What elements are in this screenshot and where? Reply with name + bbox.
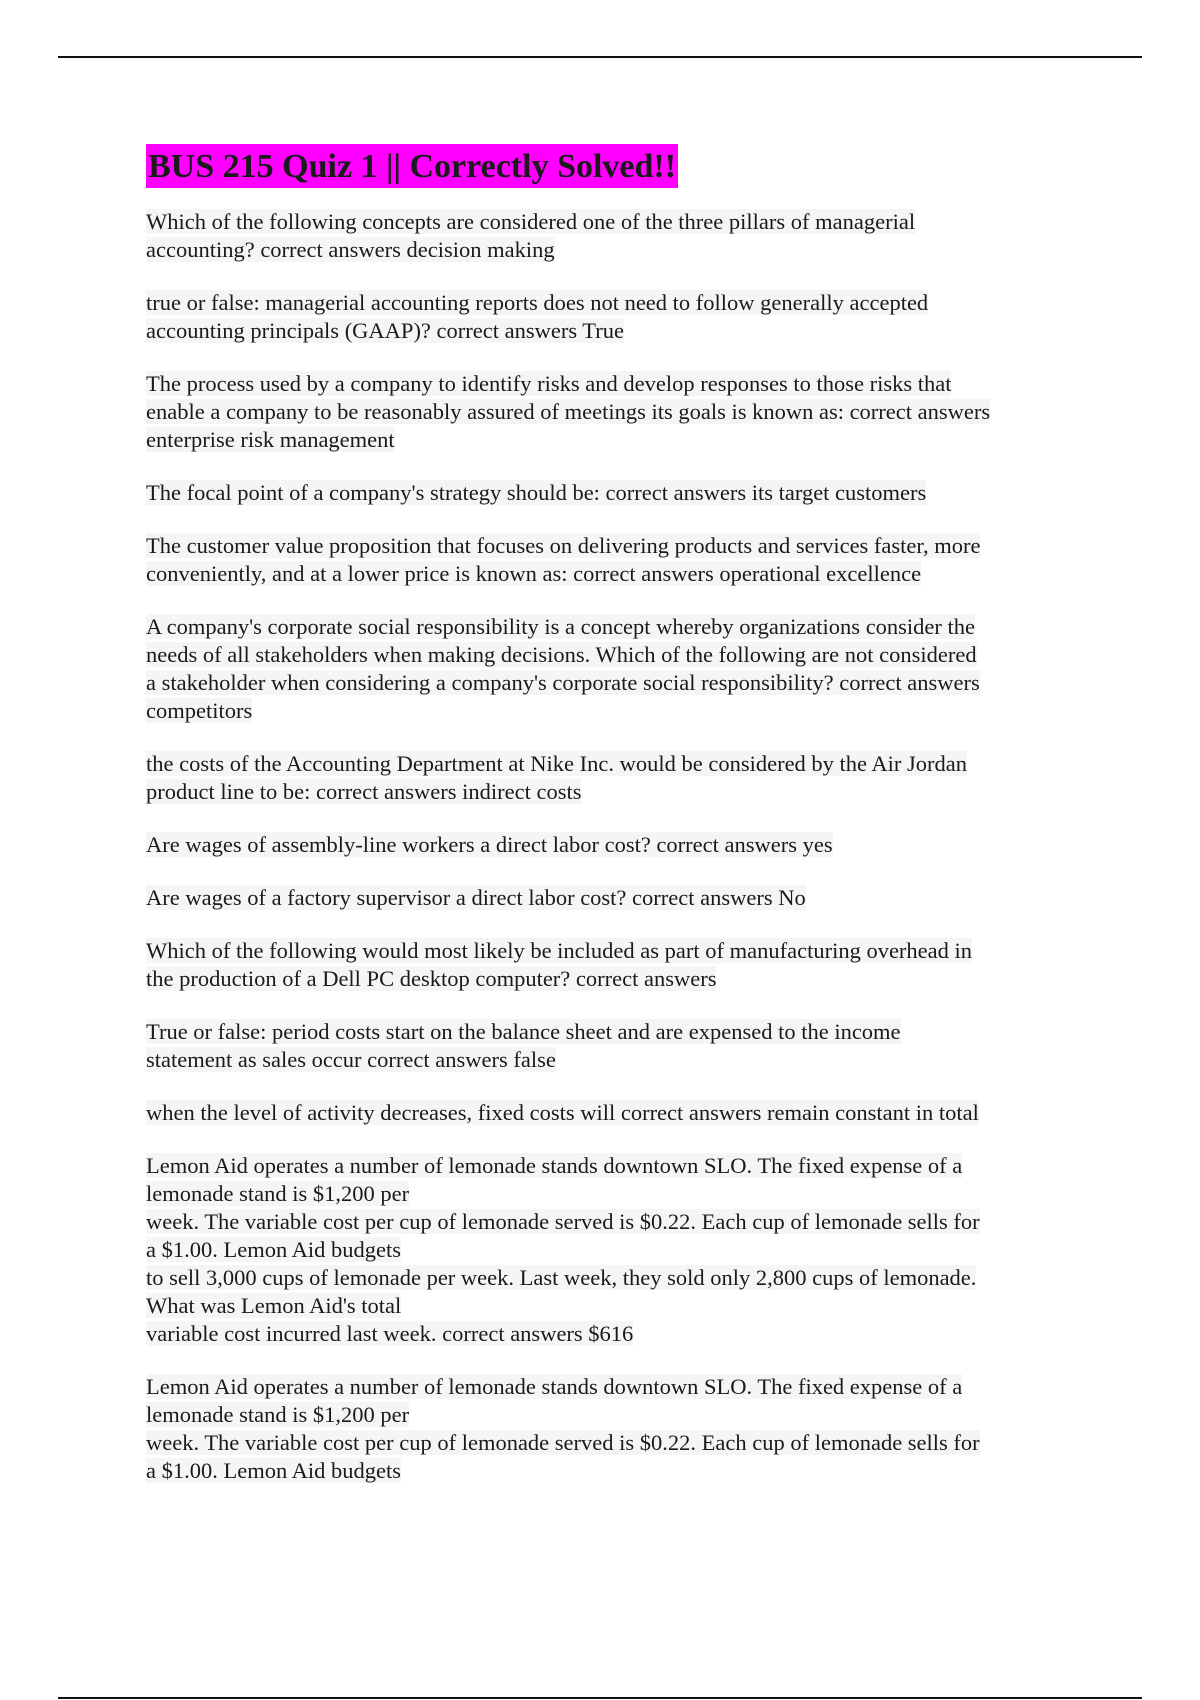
qa-line: to sell 3,000 cups of lemonade per week. Last week, they sold only 2,800 cups of lemonade. (146, 1265, 977, 1290)
qa-line: The process used by a company to identify risks and develop responses to those risks that (146, 371, 952, 396)
qa-line: What was Lemon Aid's total (146, 1293, 402, 1318)
qa-item (146, 937, 1066, 993)
qa-line: The customer value proposition that focuses on delivering products and services faster, more (146, 533, 981, 558)
bottom-rule (58, 1697, 1142, 1699)
qa-line: competitors (146, 698, 253, 723)
document-body (146, 144, 1066, 1510)
qa-line: Lemon Aid operates a number of lemonade stands downtown SLO. The fixed expense of a (146, 1153, 963, 1178)
qa-line: accounting principals (GAAP)? correct answers True (146, 318, 624, 343)
qa-item (146, 1018, 1066, 1074)
document-title: BUS 215 Quiz 1 || Correctly Solved!! (146, 144, 678, 188)
qa-line: the production of a Dell PC desktop computer? correct answers (146, 966, 717, 991)
qa-item (146, 884, 1066, 912)
qa-item (146, 613, 1066, 725)
qa-line: variable cost incurred last week. correct answers $616 (146, 1321, 634, 1346)
qa-line: lemonade stand is $1,200 per (146, 1181, 410, 1206)
qa-item (146, 750, 1066, 806)
qa-item (146, 289, 1066, 345)
qa-item (146, 1373, 1066, 1485)
qa-line: needs of all stakeholders when making decisions. Which of the following are not considered (146, 642, 977, 667)
qa-item (146, 532, 1066, 588)
qa-line: enterprise risk management (146, 427, 395, 452)
qa-line: Are wages of assembly-line workers a direct labor cost? correct answers yes (146, 832, 833, 857)
qa-line: week. The variable cost per cup of lemonade served is $0.22. Each cup of lemonade sells for (146, 1209, 980, 1234)
qa-line: Which of the following would most likely be included as part of manufacturing overhead in (146, 938, 973, 963)
qa-line: A company's corporate social responsibility is a concept whereby organizations consider the (146, 614, 976, 639)
qa-line: enable a company to be reasonably assured of meetings its goals is known as: correct answers (146, 399, 991, 424)
top-rule (58, 56, 1142, 58)
qa-line: week. The variable cost per cup of lemonade served is $0.22. Each cup of lemonade sells for (146, 1430, 980, 1455)
qa-line: Which of the following concepts are considered one of the three pillars of managerial (146, 209, 916, 234)
qa-line: accounting? correct answers decision making (146, 237, 555, 262)
qa-item (146, 1099, 1066, 1127)
qa-line: conveniently, and at a lower price is known as: correct answers operational excellence (146, 561, 922, 586)
qa-line: when the level of activity decreases, fixed costs will correct answers remain constant in total (146, 1100, 979, 1125)
qa-item (146, 831, 1066, 859)
qa-line: lemonade stand is $1,200 per (146, 1402, 410, 1427)
qa-line: a stakeholder when considering a company's corporate social responsibility? correct answers (146, 670, 980, 695)
qa-item (146, 479, 1066, 507)
qa-line: the costs of the Accounting Department at Nike Inc. would be considered by the Air Jordan (146, 751, 968, 776)
qa-list (146, 208, 1066, 1485)
qa-line: a $1.00. Lemon Aid budgets (146, 1237, 401, 1262)
qa-line: Are wages of a factory supervisor a direct labor cost? correct answers No (146, 885, 806, 910)
qa-line: true or false: managerial accounting reports does not need to follow generally accepted (146, 290, 929, 315)
qa-item (146, 208, 1066, 264)
qa-line: True or false: period costs start on the balance sheet and are expensed to the income (146, 1019, 901, 1044)
qa-item (146, 370, 1066, 454)
qa-line: The focal point of a company's strategy should be: correct answers its target customers (146, 480, 927, 505)
qa-line: statement as sales occur correct answers false (146, 1047, 556, 1072)
qa-item (146, 1152, 1066, 1348)
qa-line: product line to be: correct answers indirect costs (146, 779, 582, 804)
qa-line: a $1.00. Lemon Aid budgets (146, 1458, 401, 1483)
qa-line: Lemon Aid operates a number of lemonade stands downtown SLO. The fixed expense of a (146, 1374, 963, 1399)
